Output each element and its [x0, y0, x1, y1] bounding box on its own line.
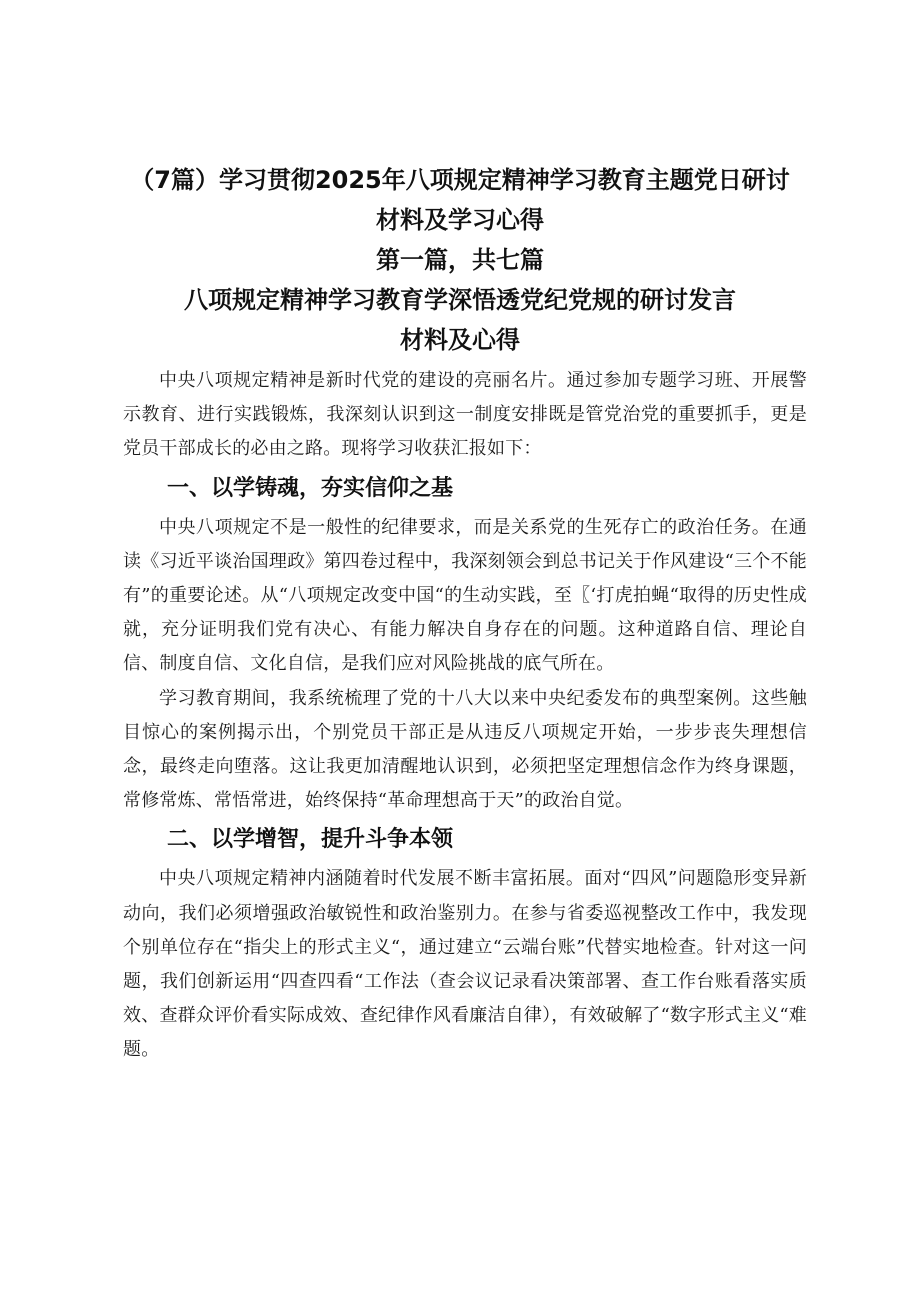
- title-line-main-continued: 材料及学习心得: [376, 206, 544, 234]
- title-line-main: （7篇）学习贯彻2025年八项规定精神学习教育主题党日研讨: [130, 166, 790, 194]
- title-line-subtitle: 八项规定精神学习教育学深悟透党纪党规的研讨发言: [184, 286, 736, 314]
- document-title: [120, 160, 800, 360]
- section-heading-2: 二、以学增智，提升斗争本领: [167, 827, 454, 853]
- section-2-paragraph-1: 中央八项规定精神内涵随着时代发展不断丰富拓展。面对“四风”问题隐形变异新动向，我们必须增强政治敏锐性和政治鉴别力。在参与省委巡视整改工作中，我发现个别单位存在“指尖上的形式主义“，通过建立“云端台账”代替实地检查。针对这一问题，我们创新运用“四查四看“工作法（查会议记录看决策部署、查工作台账看落实质效、查群众评价看实际成效、查纪律作风看廉洁自律），有效破解了“数字形式主义“难题。: [123, 868, 807, 1061]
- section-heading-1: 一、以学铸魂，夯实信仰之基: [167, 475, 454, 501]
- section-1-paragraph-1: 中央八项规定不是一般性的纪律要求，而是关系党的生死存亡的政治任务。在通读《习近平谈治国理政》第四卷过程中，我深刻领会到总书记关于作风建设“三个不能有”的重要论述。从“八项规定改变中国“的生动实践，至〖‘打虎拍蝇“取得的历史性成就，充分证明我们党有决心、有能力解决自身存在的问题。这种道路自信、理论自信、制度自信、文化自信，是我们应对风险挑战的底气所在。: [123, 516, 807, 675]
- section-1-paragraph-2: 学习教育期间，我系统梳理了党的十八大以来中央纪委发布的典型案例。这些触目惊心的案例揭示出，个别党员干部正是从违反八项规定开始，一步步丧失理想信念，最终走向堕落。这让我更加清醒地认识到，必须把坚定理想信念作为终身课题，常修常炼、常悟常进，始终保持“革命理想高于天”的政治自觉。: [123, 687, 807, 812]
- title-line-subtitle-continued: 材料及心得: [400, 326, 520, 354]
- document-body: [123, 364, 807, 1068]
- intro-paragraph: 中央八项规定精神是新时代党的建设的亮丽名片。通过参加专题学习班、开展警示教育、进行实践锻炼，我深刻认识到这一制度安排既是管党治党的重要抓手，更是党员干部成长的必由之路。现将学习收获汇报如下：: [123, 370, 807, 460]
- title-line-part-number: 第一篇，共七篇: [376, 246, 544, 274]
